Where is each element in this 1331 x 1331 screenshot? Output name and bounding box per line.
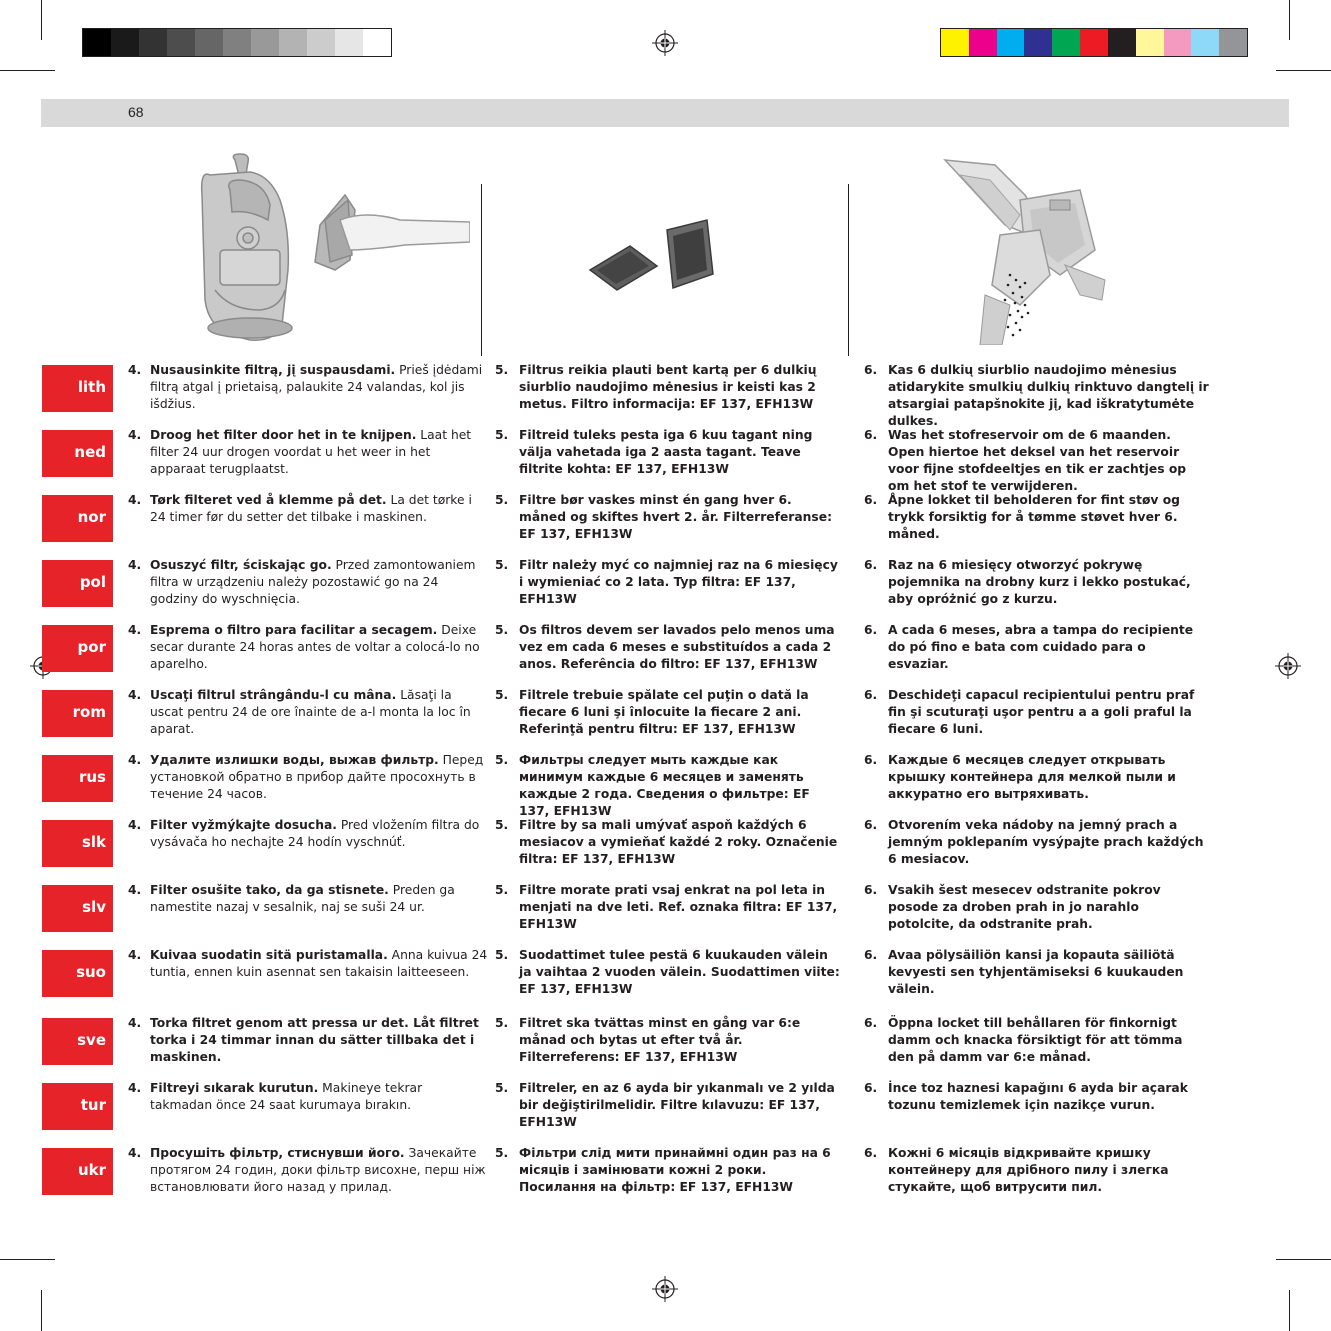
language-tab-lith	[42, 365, 113, 412]
step-4-ned	[128, 427, 488, 478]
step-number: 4.	[128, 1016, 142, 1030]
step-text: Filtr należy myć co najmniej raz na 6 miesięcy i wymieniać co 2 lata. Typ filtra: EF 137, EFH13W	[519, 558, 838, 606]
step-bold-text: Filter vyžmýkajte dosucha.	[150, 818, 337, 832]
color-swatch	[1219, 29, 1247, 56]
step-number: 6.	[864, 753, 878, 767]
step-text	[150, 752, 488, 803]
color-swatch	[1052, 29, 1080, 56]
step-5-rom	[495, 687, 840, 738]
step-5-por	[495, 622, 840, 673]
language-code: ukr	[77, 1161, 106, 1179]
language-code: slk	[81, 833, 106, 851]
step-6-rom	[864, 687, 1209, 738]
color-swatch	[1164, 29, 1192, 56]
step-number: 5.	[495, 1146, 509, 1160]
step-4-suo	[128, 947, 488, 981]
step-number: 5.	[495, 428, 509, 442]
crop-mark	[41, 1290, 42, 1331]
grayscale-calibration-bar	[82, 28, 392, 57]
step-bold-text: Torka filtret genom att pressa ur det. Låt filtret torka i 24 timmar innan du sätter tillbaka det i maskinen.	[150, 1016, 479, 1064]
color-swatch	[139, 29, 167, 56]
step-4-slk	[128, 817, 488, 851]
step-5-lith	[495, 362, 840, 413]
step-6-sve	[864, 1015, 1209, 1066]
step-number: 4.	[128, 948, 142, 962]
step-6-tur	[864, 1080, 1209, 1114]
color-swatch	[223, 29, 251, 56]
step-text: Deschideţi capacul recipientului pentru praf fin şi scuturaţi uşor pentru a a goli praful la fiecare 6 luni.	[888, 688, 1195, 736]
color-swatch	[941, 29, 969, 56]
vacuum-filter-squeeze-illustration	[170, 150, 470, 350]
step-4-lith	[128, 362, 488, 413]
step-number: 5.	[495, 558, 509, 572]
language-code: suo	[76, 963, 106, 981]
step-number: 5.	[495, 493, 509, 507]
step-number: 6.	[864, 558, 878, 572]
step-number: 6.	[864, 818, 878, 832]
language-code: ned	[74, 443, 106, 461]
step-6-rus	[864, 752, 1209, 803]
step-number: 4.	[128, 753, 142, 767]
color-swatch	[363, 29, 391, 56]
color-swatch	[1136, 29, 1164, 56]
step-6-slv	[864, 882, 1209, 933]
step-text	[150, 492, 488, 526]
step-text	[150, 1015, 488, 1066]
step-5-suo	[495, 947, 840, 998]
step-text: Vsakih šest mesecev odstranite pokrov posode za droben prah in jo narahlo potolcite, da odstranite prah.	[888, 883, 1161, 931]
step-text: Кожні 6 місяців відкривайте кришку контейнеру для дрібного пилу і злегка стукайте, щоб витрусити пил.	[888, 1146, 1169, 1194]
step-number: 6.	[864, 948, 878, 962]
step-bold-text: Nusausinkite filtrą, jį suspausdami.	[150, 363, 396, 377]
crop-mark	[0, 70, 55, 71]
color-swatch	[167, 29, 195, 56]
language-tab-ned	[42, 430, 113, 477]
step-5-slk	[495, 817, 840, 868]
step-text	[150, 687, 488, 738]
step-text: Was het stofreservoir om de 6 maanden. Open hiertoe het deksel van het reservoir voor fijne stofdeeltjes en tik er zachtjes op om het stof te verwijderen.	[888, 428, 1187, 493]
step-text: Filtre by sa mali umývať aspoň každých 6 mesiacov a vymieňať každé 2 roky. Označenie filtra: EF 137, EFH13W	[519, 818, 838, 866]
column-divider	[848, 184, 849, 356]
column-divider	[481, 184, 482, 356]
step-bold-text: Kuivaa suodatin sitä puristamalla.	[150, 948, 388, 962]
step-number: 4.	[128, 558, 142, 572]
step-5-tur	[495, 1080, 840, 1131]
step-number: 4.	[128, 623, 142, 637]
step-text	[150, 622, 488, 673]
step-number: 4.	[128, 688, 142, 702]
step-number: 4.	[128, 1081, 142, 1095]
color-swatch	[997, 29, 1025, 56]
filters-illustration	[585, 218, 725, 298]
step-body-text: Preden ga namestite nazaj v sesalnik, naj se suši 24 ur.	[150, 883, 455, 914]
step-6-lith	[864, 362, 1209, 430]
step-body-text: Перед установкой обратно в прибор дайте просохнуть в течение 24 часов.	[150, 753, 484, 801]
color-swatch	[1024, 29, 1052, 56]
step-text: Suodattimet tulee pestä 6 kuukauden välein ja vaihtaa 2 vuoden välein. Suodattimen viite: EF 137, EFH13W	[519, 948, 840, 996]
language-tab-por	[42, 625, 113, 672]
language-tab-sve	[42, 1018, 113, 1065]
registration-mark-icon	[652, 30, 678, 56]
step-bold-text: Droog het filter door het in te knijpen.	[150, 428, 417, 442]
step-number: 5.	[495, 883, 509, 897]
step-body-text: Prieš įdėdami filtrą atgal į prietaisą, palaukite 24 valandas, kol jis išdžius.	[150, 363, 483, 411]
step-number: 4.	[128, 493, 142, 507]
crop-mark	[41, 0, 42, 40]
language-code: slv	[82, 898, 106, 916]
language-code: nor	[77, 508, 106, 526]
step-text: Filtre bør vaskes minst én gang hver 6. måned og skiftes hvert 2. år. Filterreferanse: EF 137, EFH13W	[519, 493, 833, 541]
step-body-text: Pred vložením filtra do vysávača ho nechajte 24 hodín vyschnúť.	[150, 818, 480, 849]
step-5-sve	[495, 1015, 840, 1066]
step-body-text: Przed zamontowaniem filtra w urządzeniu należy pozostawić go na 24 godziny do wyschnięcia.	[150, 558, 476, 606]
step-number: 5.	[495, 623, 509, 637]
step-text: Avaa pölysäiliön kansi ja kopauta säiliötä kevyesti sen tyhjentämiseksi 6 kuukauden välein.	[888, 948, 1184, 996]
step-text	[150, 882, 488, 916]
step-5-pol	[495, 557, 840, 608]
language-tab-slv	[42, 885, 113, 932]
language-code: pol	[79, 573, 106, 591]
step-number: 6.	[864, 623, 878, 637]
language-code: lith	[77, 378, 106, 396]
page-number: 68	[128, 104, 144, 120]
step-4-ukr	[128, 1145, 488, 1196]
language-tab-ukr	[42, 1148, 113, 1195]
step-number: 6.	[864, 428, 878, 442]
crop-mark	[0, 1259, 55, 1260]
step-number: 6.	[864, 688, 878, 702]
step-bold-text: Удалите излишки воды, выжав фильтр.	[150, 753, 439, 767]
step-number: 4.	[128, 818, 142, 832]
step-4-slv	[128, 882, 488, 916]
step-text: A cada 6 meses, abra a tampa do recipiente do pó fino e bata com cuidado para o esvaziar.	[888, 623, 1194, 671]
step-4-pol	[128, 557, 488, 608]
language-tab-slk	[42, 820, 113, 867]
step-body-text: Anna kuivua 24 tuntia, ennen kuin asennat sen takaisin laitteeseen.	[150, 948, 488, 979]
step-number: 4.	[128, 428, 142, 442]
step-5-ned	[495, 427, 840, 478]
color-swatch	[335, 29, 363, 56]
step-number: 5.	[495, 688, 509, 702]
step-bold-text: Tørk filteret ved å klemme på det.	[150, 493, 387, 507]
step-text: Filtreler, en az 6 ayda bir yıkanmalı ve 2 yılda bir değiştirilmelidir. Filtre kılavuzu: EF 137, EFH13W	[519, 1081, 835, 1129]
step-text: Filtre morate prati vsaj enkrat na pol leta in menjati na dve leti. Ref. oznaka filtra: EF 137, EFH13W	[519, 883, 838, 931]
step-number: 6.	[864, 493, 878, 507]
step-bold-text: Filtreyi sıkarak kurutun.	[150, 1081, 319, 1095]
language-tab-nor	[42, 495, 113, 542]
step-text	[150, 817, 488, 851]
step-bold-text: Esprema o filtro para facilitar a secagem.	[150, 623, 438, 637]
step-6-ned	[864, 427, 1209, 495]
color-swatch	[1191, 29, 1219, 56]
step-text: Raz na 6 miesięcy otworzyć pokrywę pojemnika na drobny kurz i lekko postukać, aby opróżnić go z kurzu.	[888, 558, 1191, 606]
step-text: Фильтры следует мыть каждые как минимум каждые 6 месяцев и заменять каждые 2 года. Сведения о фильтре: EF 137, EFH13W	[519, 753, 810, 818]
step-bold-text: Uscaţi filtrul strângându-l cu mâna.	[150, 688, 397, 702]
step-number: 5.	[495, 1081, 509, 1095]
step-text: Filtrus reikia plauti bent kartą per 6 dulkių siurblio naudojimo mėnesius ir keisti kas 2 metus. Filtro informacija: EF 137, EFH13W	[519, 363, 817, 411]
language-tab-rus	[42, 755, 113, 802]
language-code: por	[77, 638, 106, 656]
page-header-band	[41, 99, 1289, 127]
crop-mark	[1276, 1259, 1331, 1260]
step-text: Kas 6 dulkių siurblio naudojimo mėnesius atidarykite smulkių dulkių rinktuvo dangtelį ir atsargiai patapšnokite jį, kad iškratytumėte dulkes.	[888, 363, 1209, 428]
language-code: rus	[78, 768, 106, 786]
color-swatch	[111, 29, 139, 56]
step-body-text: Makineye tekrar takmadan önce 24 saat kurumaya bırakın.	[150, 1081, 423, 1112]
color-swatch	[251, 29, 279, 56]
language-tab-rom	[42, 690, 113, 737]
step-4-nor	[128, 492, 488, 526]
step-number: 4.	[128, 1146, 142, 1160]
step-text: İnce toz haznesi kapağını 6 ayda bir açarak tozunu temizlemek için nazikçe vurun.	[888, 1081, 1188, 1112]
step-number: 5.	[495, 753, 509, 767]
color-swatch	[969, 29, 997, 56]
registration-mark-icon	[1275, 653, 1301, 679]
step-body-text: La det tørke i 24 timer før du setter det tilbake i maskinen.	[150, 493, 472, 524]
step-4-sve	[128, 1015, 488, 1066]
step-text: Фільтри слід мити принаймні один раз на 6 місяців і замінювати кожні 2 роки. Посилання на фільтр: EF 137, EFH13W	[519, 1146, 831, 1194]
crop-mark	[1276, 70, 1331, 71]
color-swatch	[279, 29, 307, 56]
step-text: Åpne lokket til beholderen for fint støv og trykk forsiktig for å tømme støvet hver 6. måned.	[888, 493, 1180, 541]
step-text	[150, 1080, 488, 1114]
step-text	[150, 557, 488, 608]
step-bold-text: Osuszyć filtr, ściskając go.	[150, 558, 332, 572]
step-number: 6.	[864, 363, 878, 377]
step-body-text: Deixe secar durante 24 horas antes de voltar a colocá-lo no aparelho.	[150, 623, 480, 671]
step-number: 6.	[864, 1081, 878, 1095]
step-6-ukr	[864, 1145, 1209, 1196]
step-text: Öppna locket till behållaren för finkornigt damm och knacka försiktigt för att tömma den på damm var 6:e månad.	[888, 1016, 1183, 1064]
step-6-pol	[864, 557, 1209, 608]
language-code: tur	[80, 1096, 106, 1114]
language-tab-pol	[42, 560, 113, 607]
step-4-tur	[128, 1080, 488, 1114]
step-text	[150, 947, 488, 981]
color-swatch	[83, 29, 111, 56]
step-bold-text: Просушіть фільтр, стиснувши його.	[150, 1146, 405, 1160]
color-swatch	[195, 29, 223, 56]
step-6-por	[864, 622, 1209, 673]
step-body-text: Laat het filter 24 uur drogen voordat u het weer in het apparaat terugplaatst.	[150, 428, 472, 476]
step-number: 4.	[128, 883, 142, 897]
step-number: 5.	[495, 363, 509, 377]
color-swatch	[1080, 29, 1108, 56]
step-6-suo	[864, 947, 1209, 998]
color-swatch	[1108, 29, 1136, 56]
step-number: 4.	[128, 363, 142, 377]
step-4-rus	[128, 752, 488, 803]
step-text	[150, 427, 488, 478]
step-text: Os filtros devem ser lavados pelo menos uma vez em cada 6 meses e substituídos a cada 2 anos. Referência do filtro: EF 137, EFH13W	[519, 623, 835, 671]
step-text: Каждые 6 месяцев следует открывать крышку контейнера для мелкой пыли и аккуратно его вытряхивать.	[888, 753, 1176, 801]
step-4-por	[128, 622, 488, 673]
color-calibration-bar	[940, 28, 1248, 57]
step-6-slk	[864, 817, 1209, 868]
language-tab-suo	[42, 950, 113, 997]
step-text: Filtreid tuleks pesta iga 6 kuu tagant ning välja vahetada iga 2 aasta tagant. Teave filtrite kohta: EF 137, EFH13W	[519, 428, 813, 476]
step-5-nor	[495, 492, 840, 543]
step-text	[150, 362, 488, 413]
step-text: Otvorením veka nádoby na jemný prach a jemným poklepaním vysýpajte prach každých 6 mesiacov.	[888, 818, 1204, 866]
step-body-text: Зачекайте протягом 24 годин, доки фільтр висохне, перш ніж встановлювати його назад у прилад.	[150, 1146, 486, 1194]
dust-container-empty-illustration	[930, 155, 1120, 345]
step-5-ukr	[495, 1145, 840, 1196]
step-4-rom	[128, 687, 488, 738]
step-number: 5.	[495, 948, 509, 962]
step-text: Filtret ska tvättas minst en gång var 6:e månad och bytas ut efter två år. Filterreferens: EF 137, EFH13W	[519, 1016, 801, 1064]
registration-mark-icon	[652, 1276, 678, 1302]
language-tab-tur	[42, 1083, 113, 1130]
language-code: rom	[72, 703, 106, 721]
step-6-nor	[864, 492, 1209, 543]
crop-mark	[1289, 1290, 1290, 1331]
step-5-slv	[495, 882, 840, 933]
crop-mark	[1289, 0, 1290, 40]
step-text	[150, 1145, 488, 1196]
step-number: 5.	[495, 818, 509, 832]
step-number: 6.	[864, 1146, 878, 1160]
step-number: 6.	[864, 1016, 878, 1030]
language-code: sve	[77, 1031, 106, 1049]
step-number: 5.	[495, 1016, 509, 1030]
color-swatch	[307, 29, 335, 56]
step-body-text: Lăsaţi la uscat pentru 24 de ore înainte de a-l monta la loc în aparat.	[150, 688, 471, 736]
step-number: 6.	[864, 883, 878, 897]
step-text: Filtrele trebuie spălate cel puţin o dată la fiecare 6 luni şi înlocuite la fiecare 2 ani. Referinţă pentru filtru: EF 137, EFH13W	[519, 688, 809, 736]
step-bold-text: Filter osušite tako, da ga stisnete.	[150, 883, 389, 897]
step-5-rus	[495, 752, 840, 820]
